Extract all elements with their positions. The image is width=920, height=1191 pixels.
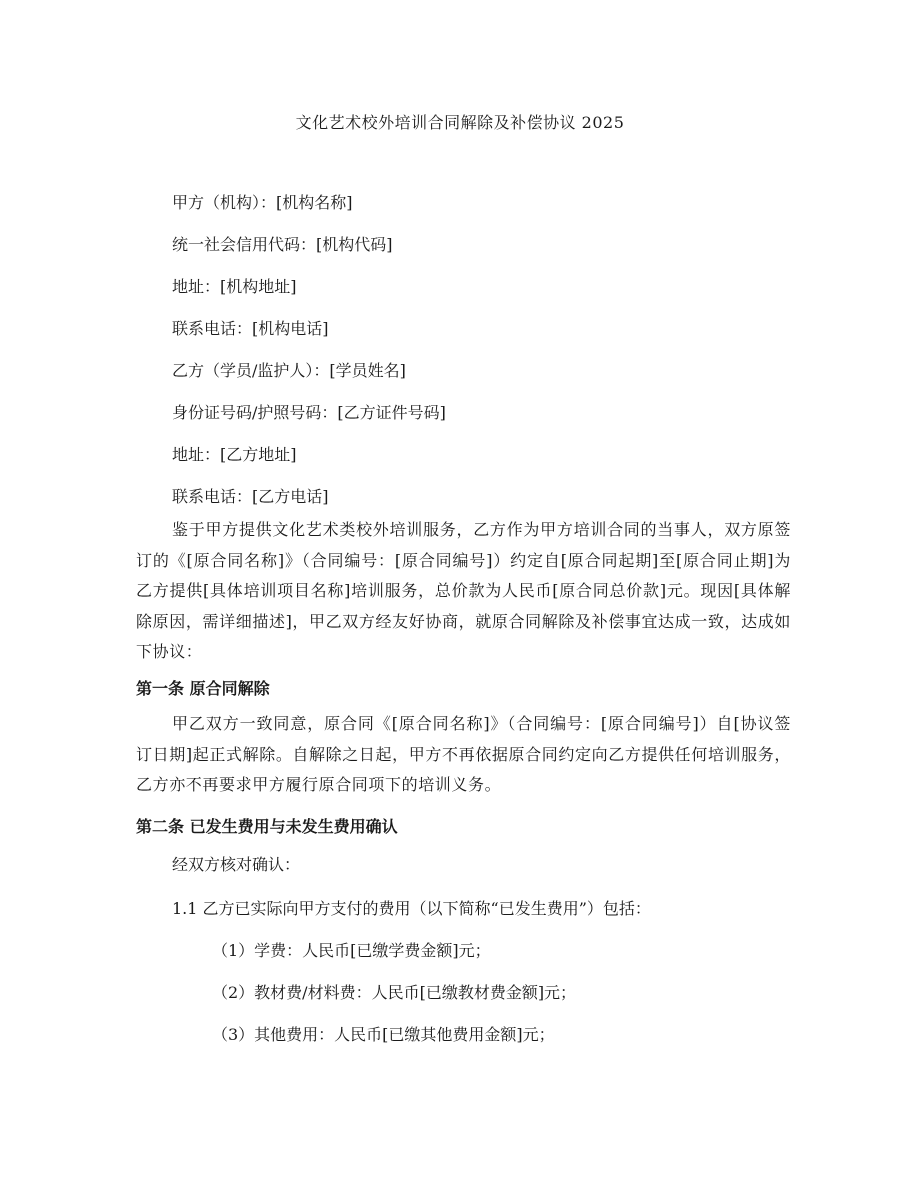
party-a-credit-code: 统一社会信用代码：[机构代码] <box>172 235 393 254</box>
article-1-body: 甲乙双方一致同意，原合同《[原合同名称]》（合同编号：[原合同编号]）自[协议签订日期]起正式解除。自解除之日起，甲方不再依据原合同约定向乙方提供任何培训服务，乙方亦不再要求甲方履行原合同项下的培训义务。 <box>136 714 791 794</box>
article-2-heading: 第二条 已发生费用与未发生费用确认 <box>136 817 398 836</box>
fee-item-other: （3）其他费用：人民币[已缴其他费用金额]元； <box>212 1025 555 1044</box>
article-2-intro: 经双方核对确认： <box>172 855 301 874</box>
preamble-paragraph: 鉴于甲方提供文化艺术类校外培训服务，乙方作为甲方培训合同的当事人，双方原签订的《[原合同名称]》（合同编号：[原合同编号]）约定自[原合同起期]至[原合同止期]为乙方提供[具体培训项目名称]培训服务，总价款为人民币[原合同总价款]元。现因[具体解除原因，需详细描述]，甲乙双方经友好协商，就原合同解除及补偿事宜达成一致，达成如下协议： <box>136 520 791 661</box>
party-b-phone: 联系电话：[乙方电话] <box>172 487 329 506</box>
document-title: 文化艺术校外培训合同解除及补偿协议 2025 <box>295 113 625 132</box>
party-a-address: 地址：[机构地址] <box>172 277 297 296</box>
fee-item-tuition: （1）学费：人民币[已缴学费金额]元； <box>212 941 491 960</box>
party-b-address: 地址：[乙方地址] <box>172 445 297 464</box>
party-a-phone: 联系电话：[机构电话] <box>172 319 329 338</box>
party-b-id-number: 身份证号码/护照号码：[乙方证件号码] <box>172 403 446 422</box>
party-b-name: 乙方（学员/监护人）：[学员姓名] <box>172 361 406 380</box>
clause-1-1: 1.1 乙方已实际向甲方支付的费用（以下简称“已发生费用”）包括： <box>172 899 651 918</box>
party-a-name: 甲方（机构）：[机构名称] <box>172 193 353 212</box>
fee-item-materials: （2）教材费/材料费：人民币[已缴教材费金额]元； <box>212 983 577 1002</box>
article-1-heading: 第一条 原合同解除 <box>136 679 270 698</box>
